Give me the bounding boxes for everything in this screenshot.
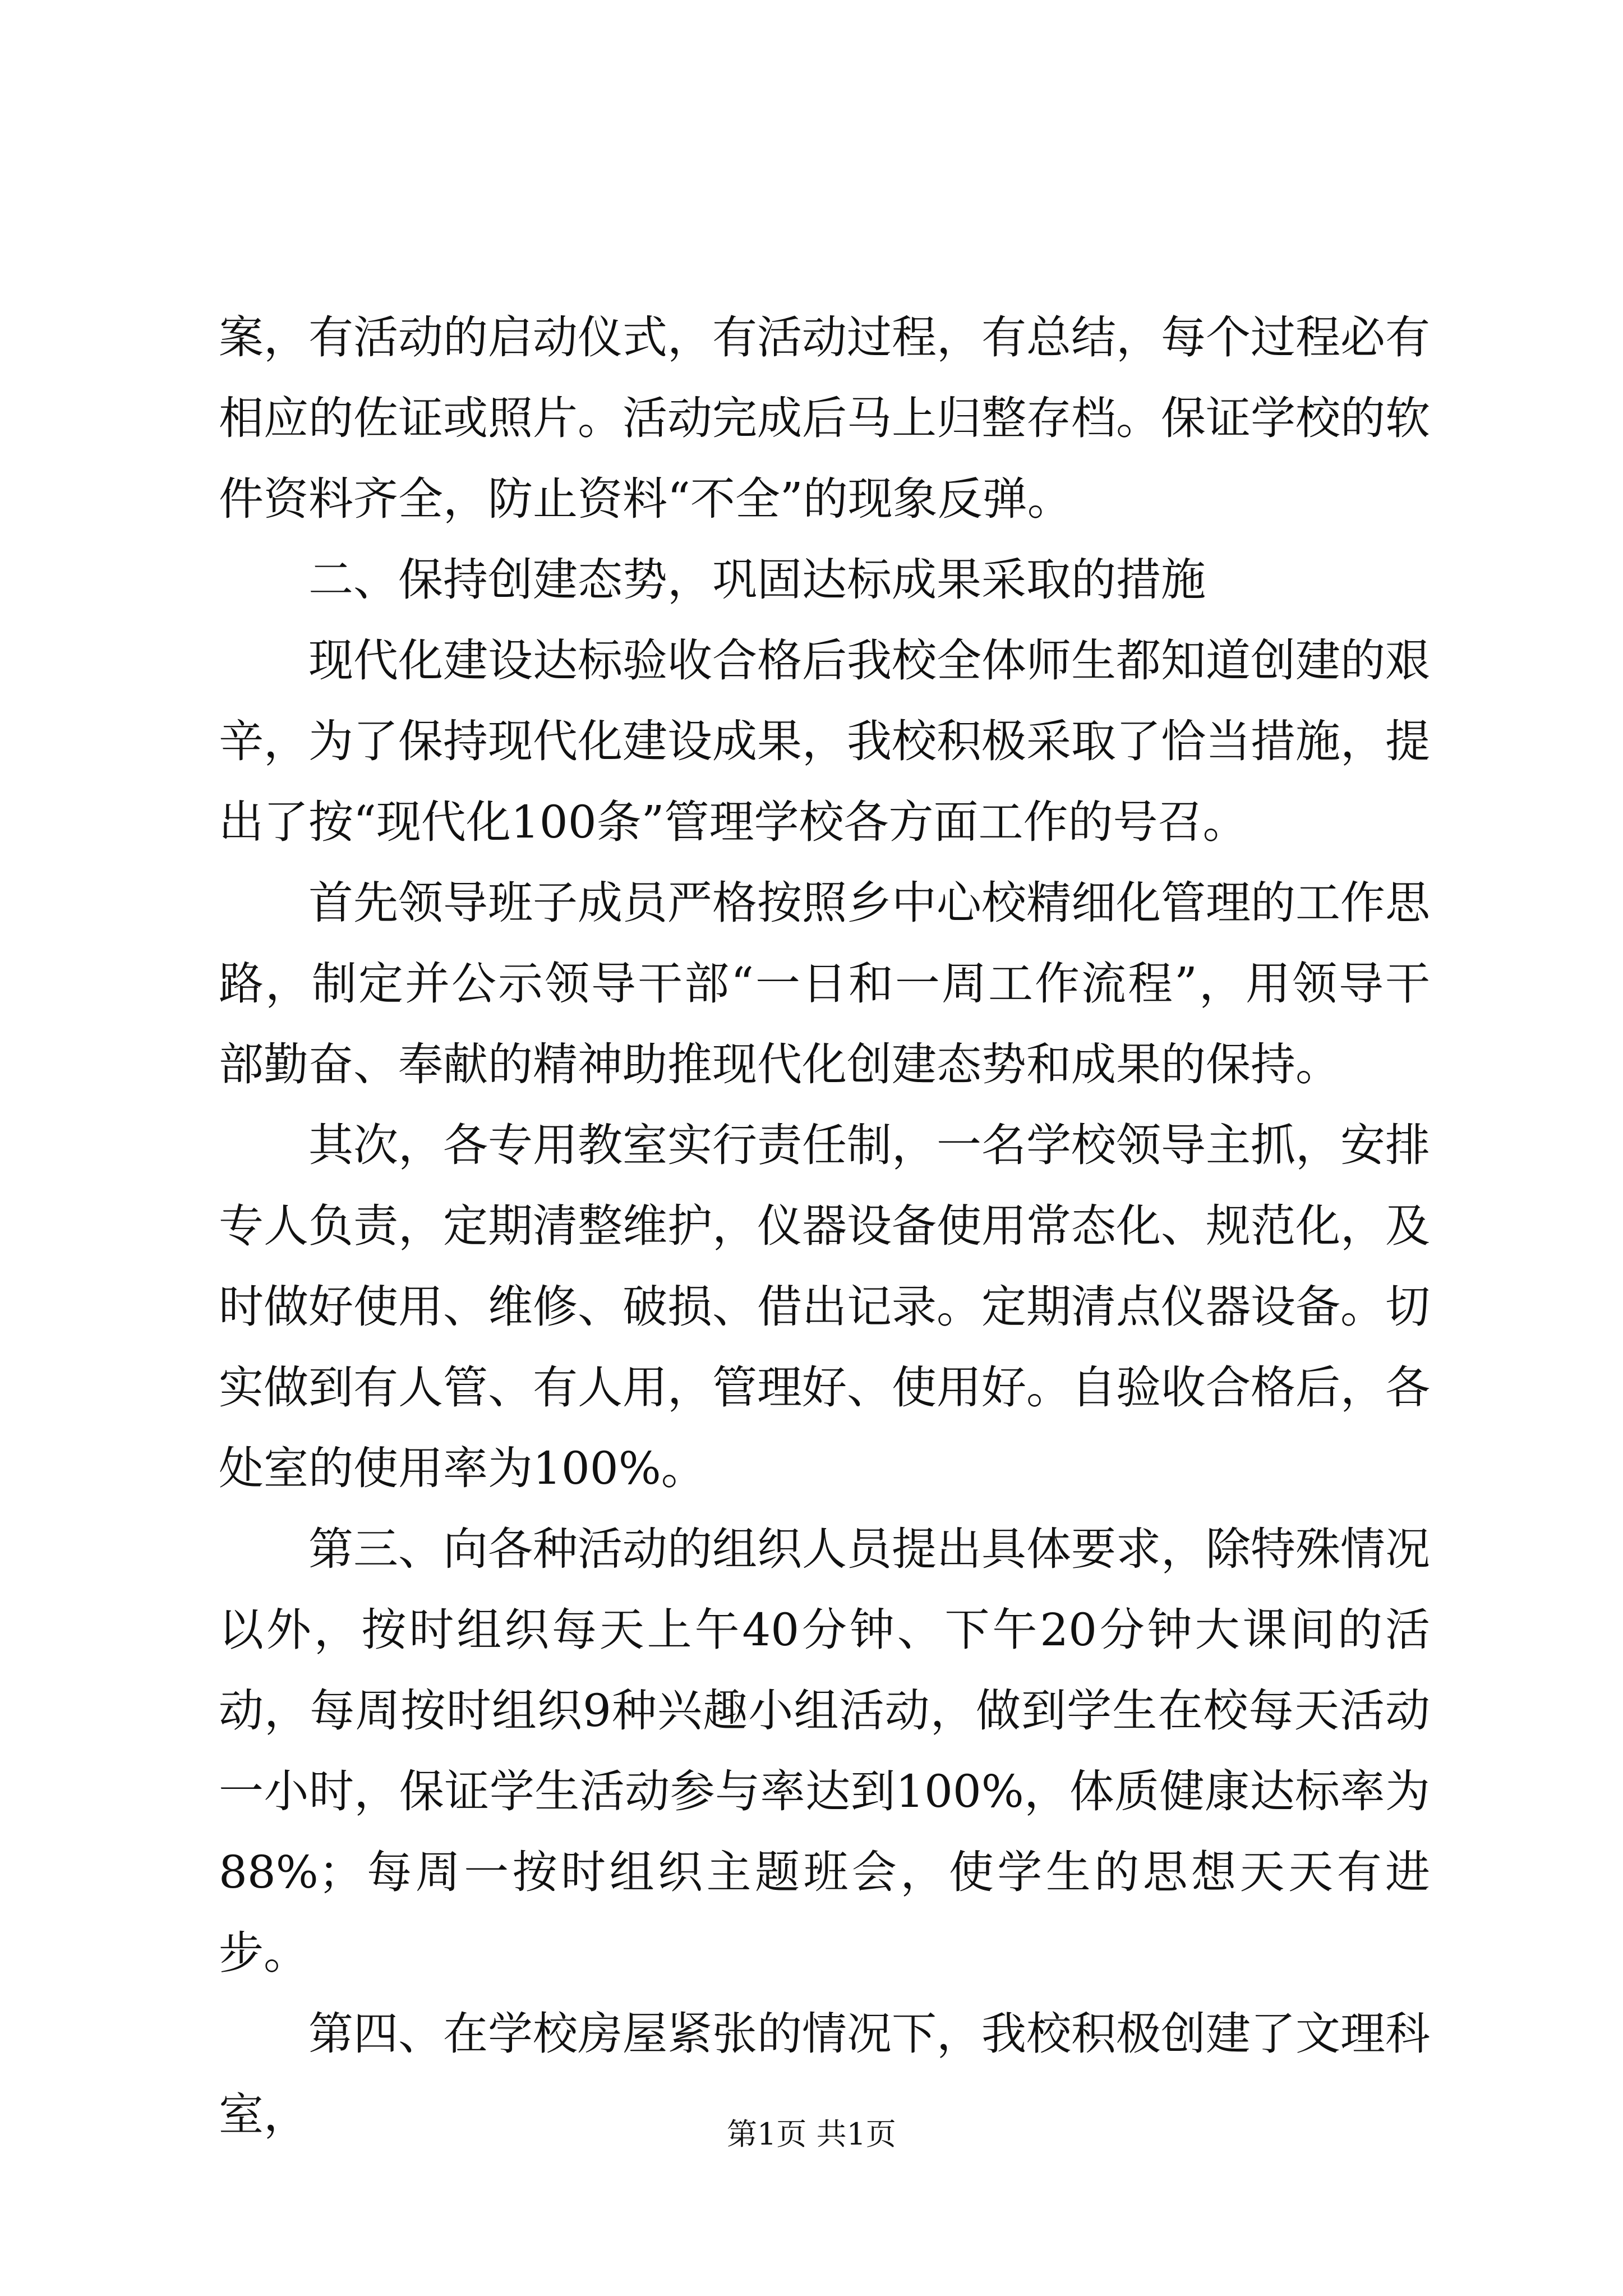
document-body xyxy=(219,297,1430,2155)
paragraph: 现代化建设达标验收合格后我校全体师生都知道创建的艰辛，为了保持现代化建设成果，我校积极采取了恰当措施，提出了按“现代化100条”管理学校各方面工作的号召。 xyxy=(219,634,1430,848)
paragraph: 第四、在学校房屋紧张的情况下，我校积极创建了文理科室， xyxy=(219,2008,1430,2141)
section-heading: 二、保持创建态势，巩固达标成果采取的措施 xyxy=(308,554,1206,606)
page-footer: 第1页 共1页 xyxy=(727,2116,896,2152)
paragraph-continuation: 案，有活动的启动仪式，有活动过程，有总结，每个过程必有相应的佐证或照片。活动完成后马上归整存档。保证学校的软件资料齐全，防止资料“不全”的现象反弹。 xyxy=(219,311,1430,525)
paragraph: 第三、向各种活动的组织人员提出具体要求，除特殊情况以外，按时组织每天上午40分钟、下午20分钟大课间的活动，每周按时组织9种兴趣小组活动，做到学生在校每天活动一小时，保证学生活动参与率达到100%，体质健康达标率为88%；每周一按时组织主题班会，使学生的思想天天有进步。 xyxy=(219,1523,1430,1979)
paragraph: 其次，各专用教室实行责任制，一名学校领导主抓，安排专人负责，定期清整维护，仪器设备使用常态化、规范化，及时做好使用、维修、破损、借出记录。定期清点仪器设备。切实做到有人管、有人用，管理好、使用好。自验收合格后，各处室的使用率为100%。 xyxy=(219,1119,1430,1494)
paragraph: 首先领导班子成员严格按照乡中心校精细化管理的工作思路，制定并公示领导干部“一日和一周工作流程”，用领导干部勤奋、奉献的精神助推现代化创建态势和成果的保持。 xyxy=(219,877,1430,1091)
